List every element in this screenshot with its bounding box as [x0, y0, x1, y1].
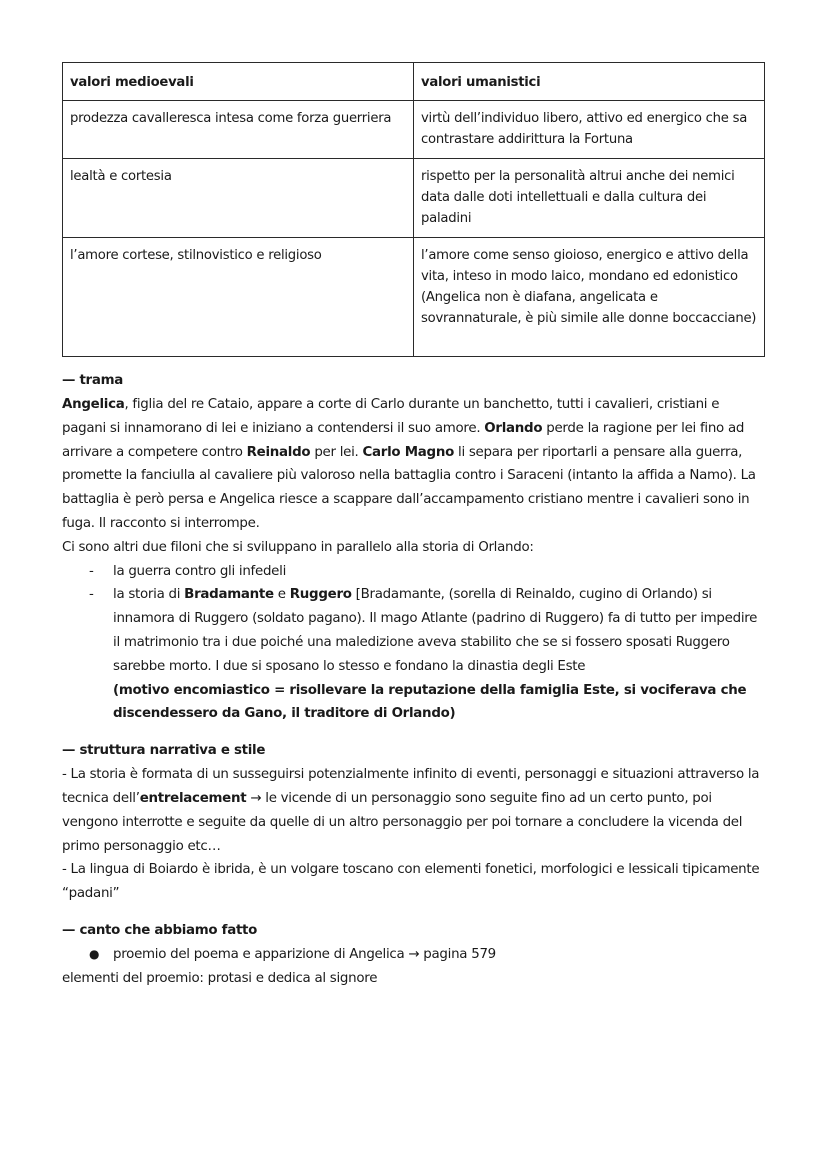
canto-heading: — canto che abbiamo fatto [62, 922, 258, 938]
text-run: [Bradamante, (sorella di Reinaldo, cugino di Orlando) si innamora di Ruggero (soldato pagano). Il mago Atlante (padrino di Ruggero) fa di tutto per impedire il matrimonio tra i due poiché una maledizione aveva stabilito che se si fossero sposati Ruggero sarebbe morto. I due si sposano lo stesso e fondano la dinastia degli Este [113, 587, 758, 674]
bullet-icon: ● [89, 946, 100, 961]
filoni-list [62, 560, 764, 727]
text-run: → le vicende di un personaggio sono seguite fino ad un certo punto, poi vengono interrotte e seguite da quelle di un altro personaggio per poi tornare a concludere la vicenda del primo personaggio etc… [62, 790, 743, 854]
filoni-intro: Ci sono altri due filoni che si sviluppano in parallelo alla storia di Orlando: [62, 539, 534, 555]
text-run: , figlia del re Cataio, appare a corte di Carlo durante un banchetto, tutti i cavalieri, cristiani e pagani si innamorano di lei e iniziano a contendersi il suo amore. [62, 397, 720, 436]
encomiastic-note: (motivo encomiastico = risollevare la reputazione della famiglia Este, si vociferava che discendessero da Gano, il traditore di Orlando) [113, 682, 747, 722]
list-item [89, 583, 764, 726]
table-header-row [63, 63, 765, 101]
cell-umanistici: rispetto per la personalità altrui anche dei nemici data dalle doti intellettuali e dalla cultura dei paladini [414, 159, 765, 238]
name-reinaldo: Reinaldo [246, 444, 311, 460]
struttura-heading: — struttura narrativa e stile [62, 743, 266, 759]
name-carlo-magno: Carlo Magno [362, 444, 455, 460]
dash-marker-icon: - [89, 563, 94, 579]
term-entrelacement: entrelacement [139, 790, 247, 806]
text-run: perde la ragione per lei fino ad arrivare a competere contro [62, 420, 745, 460]
cell-medioevali: lealtà e cortesia [63, 159, 414, 238]
text-run: - La storia è formata di un susseguirsi potenzialmente infinito di eventi, personaggi e situazioni attraverso la tecnica dell’ [62, 767, 760, 806]
list-item-text: proemio del poema e apparizione di Angelica → pagina 579 [113, 946, 496, 962]
header-valori-umanistici: valori umanistici [414, 63, 765, 101]
struttura-section [62, 739, 764, 906]
text-run: li separa per riportarli a pensare alla guerra, promette la fanciulla al cavaliere più valoroso nella battaglia contro i Saraceni (intanto la affida a Namo). La battaglia è però persa e Angelica riesce a scappare dall’accampamento cristiano mentre i cavalieri sono in fuga. Il racconto si interrompe. [62, 444, 756, 531]
list-item-text: la guerra contro gli infedeli [113, 563, 287, 579]
name-bradamante: Bradamante [184, 587, 274, 603]
canto-section [62, 919, 764, 991]
cell-medioevali: l’amore cortese, stilnovistico e religioso [63, 238, 414, 357]
document-page [62, 62, 764, 991]
trama-paragraph [62, 393, 764, 536]
name-orlando: Orlando [484, 420, 543, 436]
text-run: la storia di [113, 587, 185, 603]
header-valori-medioevali: valori medioevali [63, 63, 414, 101]
cell-medioevali: prodezza cavalleresca intesa come forza guerriera [63, 101, 414, 159]
canto-list [62, 943, 764, 967]
struttura-paragraph-1 [62, 763, 764, 858]
proemio-elements: elementi del proemio: protasi e dedica al signore [62, 970, 378, 986]
cell-umanistici: l’amore come senso gioioso, energico e attivo della vita, inteso in modo laico, mondano ed edonistico (Angelica non è diafana, angelicata e sovrannaturale, è più simile alle donne boccacciane) [414, 238, 765, 357]
trama-heading: — trama [62, 373, 123, 388]
table-row [63, 159, 765, 238]
text-run: e [273, 587, 290, 603]
name-angelica: Angelica [62, 397, 125, 412]
name-ruggero: Ruggero [289, 587, 352, 603]
table-row [63, 238, 765, 357]
text-run: per lei. [310, 444, 363, 460]
values-comparison-table [62, 62, 765, 357]
table-row [63, 101, 765, 159]
list-item [89, 560, 764, 584]
trama-section [62, 369, 764, 726]
cell-umanistici: virtù dell’individuo libero, attivo ed energico che sa contrastare addirittura la Fortuna [414, 101, 765, 159]
struttura-paragraph-2: - La lingua di Boiardo è ibrida, è un volgare toscano con elementi fonetici, morfologici e lessicali tipicamente “padani” [62, 862, 760, 902]
dash-marker-icon: - [89, 587, 94, 603]
list-item [89, 943, 764, 967]
